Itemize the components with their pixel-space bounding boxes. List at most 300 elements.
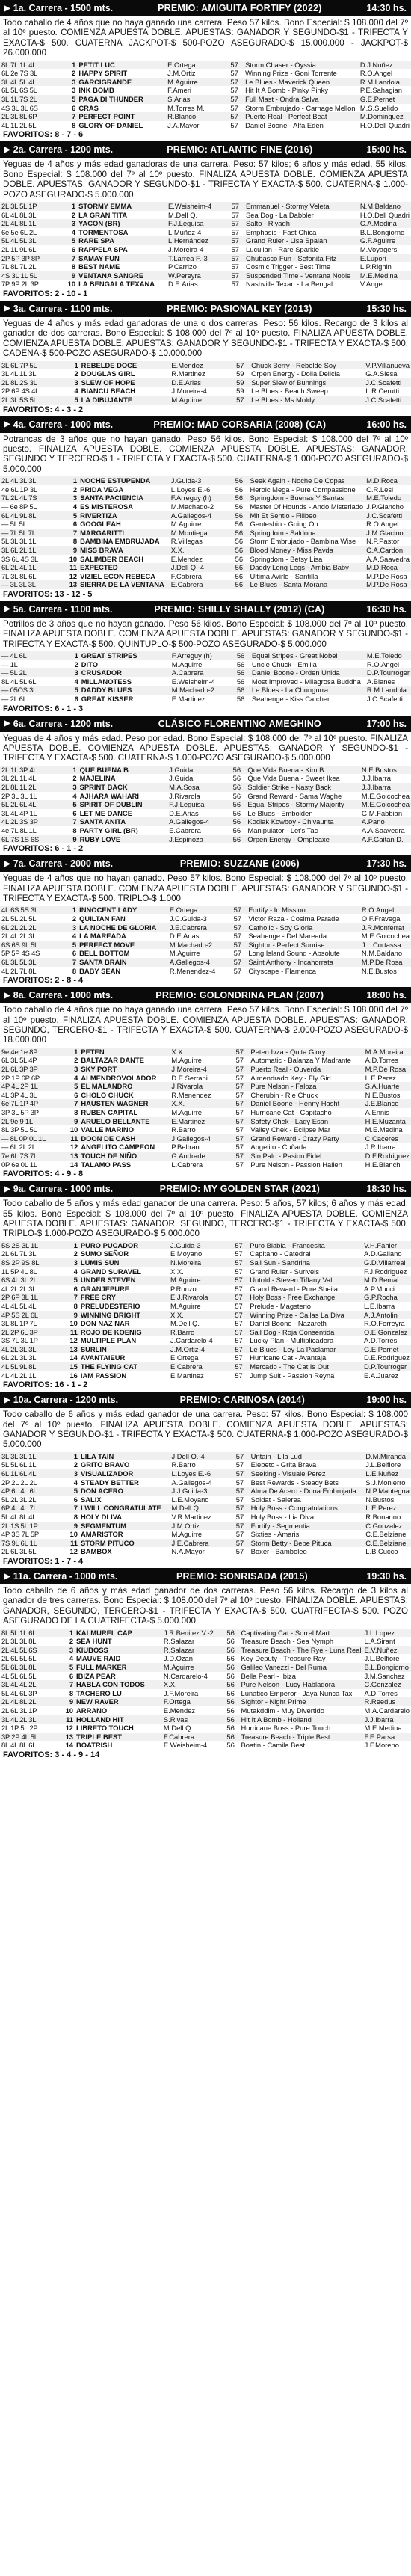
table-row (0, 1663, 411, 1672)
entry-wt: 57 (230, 103, 238, 112)
race-number: 11a. Carrera - 1000 mts. (13, 1571, 118, 1581)
entry-sire: Hit It A Bomb - Pinky Pinky (245, 86, 329, 95)
entry-form: 6L 3L 5L 3L (0, 958, 65, 967)
entry-jock: J.F.Moreira (163, 1688, 199, 1697)
entry-sire: Hurricane Cat - Avantaja (250, 1353, 327, 1362)
entry-wt: 57 (235, 1090, 244, 1099)
entries-table (0, 1629, 411, 1750)
entry-no: 6 (74, 1090, 78, 1099)
entry-no: 4 (69, 1654, 74, 1663)
race-time: 17:00 hs. (366, 718, 407, 729)
table-row (0, 502, 411, 511)
race-section (0, 1392, 411, 1568)
entry-no: 2 (72, 774, 77, 783)
race-prize: PREMIO: SHILLY SHALLY (2012) (CA) (154, 603, 325, 615)
entry-jock: W.Pereyra (167, 271, 226, 280)
entry-jock: J.Guida (167, 766, 227, 775)
entry-trainer: M.Dominguez (359, 112, 411, 121)
entry-no: 4 (74, 677, 78, 686)
entry-no: 2 (72, 69, 76, 78)
entry-trainer: A.Pano (360, 817, 411, 826)
entry-no: 13 (66, 1345, 79, 1354)
entry-horse: EL MALANDRO (79, 1082, 170, 1091)
table-row (0, 1345, 411, 1354)
entry-horse: RARE SPA (77, 236, 167, 245)
entry-trainer: C.A.Medina (359, 219, 411, 228)
entry-jock: E.Mendez (170, 361, 230, 370)
entry-wt: 56 (235, 520, 244, 529)
entry-no: 8 (72, 120, 76, 129)
entry-trainer: R.O.Angel (359, 69, 393, 78)
entry-form: 5P 5P 4S 4S (1, 949, 40, 958)
entry-sire: Elebeto - Grita Brava (250, 1460, 317, 1469)
table-row (0, 520, 411, 529)
entry-wt: 56 (227, 817, 246, 826)
race-number: 4a. Carrera - 1000 mts. (13, 419, 114, 430)
entry-sire: Peten Ivza - Quita Glory (249, 1048, 363, 1057)
entry-form: 5L 4L 5L 3L (0, 236, 64, 245)
entry-horse: ROJO DE KOENIG (79, 1328, 169, 1337)
entry-no: 3 (67, 378, 80, 387)
table-row (0, 1267, 411, 1276)
entry-horse: PAGA DI THUNDER (77, 95, 166, 104)
entry-form: 2L 6L 3L 5L (1, 1547, 37, 1556)
race-section (0, 0, 411, 141)
entry-trainer: F.E.Parsa (363, 1733, 411, 1742)
entry-trainer: M.D.Roca (365, 476, 411, 485)
race-section (0, 1568, 411, 1762)
entry-horse: SANTA ANITA (78, 817, 167, 826)
entry-no: 2 (69, 1637, 74, 1646)
entry-jock: F.Cabrera (170, 571, 202, 580)
entry-wt: 57 (235, 1073, 244, 1082)
entry-jock: J.Guida-3 (170, 476, 230, 485)
entry-jock: E.Weisheim-4 (163, 1741, 208, 1750)
entry-horse: THE FLYING CAT (79, 1362, 169, 1371)
table-row (0, 1336, 411, 1345)
table-row (0, 800, 411, 809)
entry-form: 4L 6S 5S 3L (0, 906, 65, 914)
entry-jock: M.Aguirre (171, 1107, 203, 1116)
entry-form: — 1L (1, 660, 18, 668)
entry-trainer: R.M.Landola (359, 78, 411, 87)
entry-form: 2L 4L 2L 3L (1, 932, 37, 941)
entry-form: 3L 4L 4P 1L (1, 808, 37, 817)
entry-horse: MISS BRAVA (78, 546, 170, 555)
entry-trainer: L.B.Cucco (365, 1547, 398, 1556)
race-prize: PREMIO: ATLANTIC FINE (2016) (167, 144, 313, 156)
entry-sire: Nashville Texan - La Bengal (246, 280, 333, 289)
race-header (0, 1568, 411, 1584)
entry-form: 6L 5L 6S 5L (1, 86, 37, 95)
race-time: 18:00 hs. (366, 990, 407, 1001)
entry-horse: PERFECT MOVE (78, 941, 168, 950)
table-row (0, 941, 411, 950)
entry-horse: CRAS (78, 103, 99, 112)
entry-jock: J.R.Benitez V.-2 (162, 1629, 222, 1638)
entry-wt: 56 (236, 660, 245, 668)
table-row (0, 817, 411, 826)
entry-wt: 57 (231, 245, 239, 253)
entry-no: 12 (69, 1336, 78, 1345)
entry-trainer: O.F.Fravega (361, 914, 401, 923)
entry-form: 2L 3L 5S 5L (0, 396, 67, 405)
entry-sire: Safety Chek - Lady Esan (249, 1117, 363, 1126)
entry-trainer: L.E.Perez (364, 1504, 411, 1513)
entry-jock: J.D.Ozan (163, 1654, 193, 1663)
entries-table (0, 1241, 411, 1380)
table-row (0, 1478, 411, 1487)
table-row (0, 923, 411, 932)
table-row (0, 1689, 411, 1698)
entry-sire: Emphasis - Fast Chica (246, 227, 317, 236)
entry-no: 7 (64, 254, 78, 263)
entry-sire: Manipulator - Let's Tac (247, 826, 318, 835)
entry-horse: RIVERTIZA (78, 511, 170, 520)
entry-no: 11 (62, 1715, 75, 1724)
entry-horse: SALIMBER BEACH (80, 554, 144, 563)
table-row (0, 958, 411, 967)
triangle-icon: ▶ (4, 1572, 10, 1581)
entry-jock: V.R.Martinez (171, 1513, 211, 1522)
table-row (0, 1637, 411, 1646)
entry-horse: ES MISTEROSA (80, 502, 133, 511)
table-row (0, 1469, 411, 1478)
entry-horse: SLEW OF HOPE (80, 378, 170, 387)
entry-jock: L.Hernández (167, 236, 226, 245)
entry-form: 4e 7L 8L 1L (1, 826, 37, 835)
entry-jock: M.Dell Q. (163, 1724, 193, 1733)
entry-wt: 56 (227, 766, 246, 775)
entry-wt: 56 (235, 571, 244, 580)
table-row (0, 1161, 411, 1169)
entry-form: 6S 6S 9L 5L (0, 941, 65, 950)
table-row (0, 112, 411, 121)
triangle-icon: ▶ (4, 4, 10, 13)
table-row (0, 219, 411, 228)
table-row (0, 695, 411, 704)
entry-jock: F.J.Leguisa (167, 800, 227, 809)
triangle-icon: ▶ (4, 859, 10, 868)
entry-no: 1 (65, 906, 78, 914)
entry-trainer: D.P.Tourroger (366, 668, 410, 677)
entry-wt: 57 (235, 1319, 243, 1328)
entry-horse: LA GRAN TITA (78, 210, 128, 219)
entry-trainer: E.Lupori (359, 254, 411, 263)
entry-trainer: J.L.Cortassa (360, 941, 411, 950)
entry-horse: GREAT STRIPES (80, 651, 170, 660)
entry-sire: Pure Nelson - Passion Hallen (250, 1160, 342, 1169)
entry-trainer: C.Gonzalez (364, 1522, 411, 1531)
entry-sire: Le Blues - La Chungurra (250, 686, 365, 695)
race-prize: PREMIO: PASIONAL KEY (2013) (167, 303, 312, 314)
entry-form: 2L 6L 3P 3P (0, 1065, 67, 1074)
entries-table (0, 361, 411, 405)
entry-jock: D.E.Arias (169, 932, 200, 941)
entry-trainer: G.A.Siesa (365, 369, 398, 378)
entry-no: 2 (74, 369, 78, 378)
race-prize: PREMIO: MY GOLDEN STAR (2021) (159, 1184, 320, 1195)
entry-no: 6 (73, 1284, 78, 1293)
entry-trainer: C.A.Cardon (365, 546, 411, 555)
entry-sire: Sea Dog - La Dabbler (246, 210, 314, 219)
entry-form: 2P 5P 3P 8P (0, 254, 64, 263)
entry-form: 8L 3P 5L 5L (1, 1125, 37, 1134)
table-row (0, 1117, 411, 1126)
table-row (0, 651, 411, 660)
entry-form: — 05OS 3L (0, 686, 67, 695)
entry-jock: E.Ortega (168, 906, 229, 914)
entry-jock: G.Andrade (170, 1152, 230, 1161)
entry-horse: VENTANA SANGRE (77, 271, 167, 280)
entry-jock: R.Barro (171, 1460, 196, 1469)
entry-jock: J.M.Ortiz-4 (169, 1345, 229, 1354)
race-conditions: Todo caballo de 6 años y más edad ganador de dos carreras. Peso 56 kilos. Recargo de 3 kilos al ganador de tres carreras. Bono Especial: $ 108.000 del 7º al 10º puesto. FINALIZA DOBLE. APUESTAS: GANADOR, SEGUNDO, TERCERO-$1 - TRIFECTA Y EXACTA-$ 500. CUATRIFECTA-$ 500. POZO ASEGURADO DE LA CUATRIFECTA-$ 5.000.000 (3, 1586, 408, 1626)
race-conditions: Todo caballo de 4 años que no haya ganado una carrera. Peso 57 kilos. Bono Especial: $ 108.000 del 7º al 10º puesto. COMIENZA APUESTA DOBLE. APUESTAS: GANADOR Y SEGUNDO-$1 - TRIFECTA Y EXACTA-$ 500. CUATERNA JACKPOT-$ 500-POZO ASEGURADO-$ 15.000.000 - JACKPOT-$ 26.000.000 (3, 18, 408, 58)
table-row (0, 1152, 411, 1161)
entry-sire: Kodiak Kowboy - Chivaurita (246, 817, 359, 826)
entry-form: — 6L 2L 2L (1, 1143, 36, 1152)
entry-form: 5L 2L 6L 4L (0, 800, 65, 809)
entry-horse: BAMBOX (80, 1547, 112, 1556)
entry-form: 2L 6L 5L 5L (1, 1654, 37, 1663)
entry-jock: M.Montiega (170, 529, 230, 538)
entry-sire: Springdom - Betsy Lisa (250, 554, 323, 563)
entry-jock: D.E.Serrani (171, 1073, 208, 1082)
favorites: FAVORITOS: 6 - 1 - 3 (3, 704, 84, 713)
table-row (0, 949, 411, 958)
table-row (0, 1099, 411, 1108)
entry-wt: 57 (230, 1048, 249, 1057)
entry-wt: 57 (235, 1353, 243, 1362)
entry-sire: Sixties - Amaris (250, 1530, 300, 1539)
entry-trainer: R.M.Landola (365, 686, 411, 695)
entry-wt: 57 (229, 1293, 248, 1302)
table-row (0, 1082, 411, 1091)
entry-trainer: R.O.Angel (360, 906, 411, 914)
entry-wt: 56 (229, 494, 248, 502)
entry-jock: J.Moreira-4 (171, 387, 207, 396)
entry-trainer: J.E.Blanco (364, 1099, 411, 1108)
entry-no: 6 (74, 695, 78, 704)
entry-no: 12 (69, 1143, 78, 1152)
race-section (0, 141, 411, 301)
entry-trainer: G.M.Fabbian (361, 808, 403, 817)
entry-sire: Le Blues - Embolden (247, 808, 313, 817)
entry-jock: L.Loyes E.-6 (170, 485, 211, 494)
entry-horse: PRIDA VEGA (80, 485, 124, 494)
entry-jock: M.Machado-2 (170, 686, 232, 695)
entry-sire: Fortify - In Mission (247, 906, 360, 914)
table-row (0, 835, 411, 844)
entries-table (0, 906, 411, 975)
entry-jock: M.Aguirre (169, 949, 200, 958)
entry-jock: M.Dell Q. (170, 1504, 230, 1513)
entry-wt: 56 (229, 511, 248, 520)
entry-wt: 57 (230, 1082, 249, 1091)
entry-trainer: L.A.Sirant (364, 1637, 395, 1646)
entry-wt: 56 (226, 1637, 235, 1646)
entry-sire: Suspended Time - Ventana Noble (244, 271, 359, 280)
entry-no: 1 (65, 476, 78, 485)
entry-form: 4L 4L 5L 4L (1, 1301, 37, 1310)
table-row (0, 485, 411, 494)
entry-no: 5 (65, 511, 78, 520)
entry-sire: Treasure Beach - Sea Nymph (241, 1637, 334, 1646)
entry-no: 7 (65, 958, 78, 967)
entry-trainer: D.M.Miranda (364, 1452, 411, 1461)
entry-horse: STEADY BETTER (80, 1478, 139, 1487)
entry-wt: 56 (235, 554, 244, 563)
entry-trainer: C.Caceres (364, 1134, 411, 1143)
entry-horse: PERFECT POINT (77, 112, 166, 121)
entry-trainer: H.E.Bianchi (365, 1160, 402, 1169)
entry-no: 6 (72, 520, 78, 529)
entry-no: 10 (69, 1125, 78, 1134)
entry-no: 14 (69, 1160, 78, 1169)
entry-trainer: S.J.Monierro (365, 1478, 406, 1487)
entry-no: 3 (65, 494, 78, 502)
table-row (0, 95, 411, 104)
entry-jock: E.Moyano (170, 1249, 203, 1258)
entry-form: 4S 3L 3L 6S (1, 103, 38, 112)
entry-sire: Holy Boss - Lia Diva (250, 1513, 315, 1522)
entry-jock: M.Aguirre (170, 396, 230, 405)
race-section (0, 416, 411, 601)
table-row (0, 262, 411, 271)
race-prize: PREMIO: MAD CORSARIA (2008) (CA) (153, 419, 327, 430)
entry-wt: 57 (233, 966, 242, 975)
entry-wt: 56 (226, 1741, 235, 1750)
table-row (0, 537, 411, 546)
entry-horse: SIERRA DE LA VENTANA (78, 580, 170, 589)
entry-horse: FULL MARKER (75, 1663, 162, 1672)
entry-trainer: D.F.Rodriguez (365, 1151, 410, 1160)
entry-jock: J.Rivarola (169, 791, 200, 800)
race-conditions: Todo caballo de 6 años y más edad ganador de una carrera. Peso: 57 kilos. Bono Especial: $ 108.000 del 7º al 10º puesto. FINALIZA APUESTA DOBLE. COMIENZA APUESTA DOBLE. APUESTAS: GANADOR Y SEGUNDO-$1 - TRIFECTA Y EXACTA-$ 500. CUATERNA-$ 1.000-POZO ASEGURADO-$ 5.000.000 (3, 1410, 408, 1450)
entry-jock: M.Machado-2 (168, 941, 229, 950)
entry-jock: E.Weisheim-4 (167, 202, 226, 211)
entry-jock: R.Salazar (162, 1646, 222, 1655)
triangle-icon: ▶ (4, 605, 10, 614)
entry-no: 3 (64, 78, 77, 87)
entry-trainer: V.P.Villanueva (365, 360, 410, 369)
race-prize: PREMIO: SONRISADA (2015) (176, 1571, 308, 1581)
entry-sire: Jump Suit - Passion Reyna (250, 1371, 335, 1380)
table-row (0, 271, 411, 280)
entry-sire: Galileo Vanezzi - Del Ruma (239, 1663, 362, 1672)
entry-wt: 57 (230, 69, 238, 78)
entries-table (0, 61, 411, 130)
entry-jock: J.Moreira-4 (168, 245, 204, 253)
entry-no: 9 (65, 835, 78, 844)
entry-trainer: C.E.Belziane (364, 1539, 411, 1548)
entry-wt: 57 (230, 120, 238, 129)
table-row (0, 1362, 411, 1371)
entry-no: 3 (65, 783, 78, 792)
entry-sire: Sightor - Perfect Sunrise (247, 941, 360, 950)
entry-horse: BOATRISH (76, 1741, 113, 1750)
entry-jock: R.Martinez (171, 369, 206, 378)
entry-horse: TALAMO PASS (81, 1160, 132, 1169)
entry-jock: A.Gallegos-4 (167, 817, 227, 826)
triangle-icon: ▶ (4, 1395, 10, 1404)
entry-horse: DOUGLAS GIRL (81, 369, 135, 378)
entry-wt: 56 (227, 800, 246, 809)
entry-form: 2L 8L 2S 3L (0, 378, 67, 387)
table-row (0, 1733, 411, 1742)
entry-jock: F.Ameri (167, 86, 191, 95)
entry-wt: 57 (235, 1530, 244, 1539)
entry-trainer: N.P.Pastor (366, 537, 400, 546)
table-row (0, 1539, 411, 1548)
entry-form: 2L 1P 5L 2P (1, 1724, 38, 1733)
entry-no: 5 (67, 396, 80, 405)
entry-no: 4 (73, 1267, 78, 1276)
entry-trainer: V.Ange (359, 280, 383, 289)
entry-form: 2L 8L 1L 2L (0, 783, 65, 792)
entry-sire: Le Blues - Santa Morana (248, 580, 365, 589)
entry-horse: AVANTAIEUR (80, 1353, 126, 1362)
entry-wt: 56 (231, 651, 250, 660)
entry-trainer: H.O.Dell Quadri (359, 120, 410, 129)
entry-trainer: A.A.Saavedra (366, 554, 410, 563)
entry-no: 10 (69, 1319, 78, 1328)
entry-sire: Long Island Sound - Absolute (248, 949, 340, 958)
table-row (0, 1452, 411, 1461)
entry-wt: 56 (235, 485, 244, 494)
table-row (0, 668, 411, 677)
table-row (0, 1504, 411, 1513)
entry-trainer: P.E.Sahagian (359, 86, 402, 95)
entry-no: 10 (69, 554, 78, 563)
entry-no: 10 (65, 1706, 74, 1715)
entry-horse: MULTIPLE PLAN (80, 1336, 137, 1345)
entry-horse: BELL BOTTOM (79, 949, 130, 958)
entry-sire: Best Rewards - Steady Bets (250, 1478, 339, 1487)
entry-jock: J.Cardarelo-4 (170, 1336, 213, 1345)
race-number: 9a. Carrera - 1000 mts. (13, 1184, 114, 1195)
race-header (0, 301, 411, 317)
entry-trainer: A.A.Saavedra (361, 826, 405, 835)
entry-trainer: J.J.Ibarra (363, 1715, 411, 1724)
entry-sire: Genteshin - Going On (250, 520, 318, 529)
entry-sire: Mutakddim - Muy Divertido (241, 1706, 324, 1715)
entry-sire: Blood Money - Miss Pavda (248, 546, 365, 555)
entry-horse: TORMENTOSA (78, 227, 129, 236)
entry-jock: M.A.Sosa (167, 783, 227, 792)
table-row (0, 1302, 411, 1311)
table-row (0, 511, 411, 520)
entry-form: 2L 5L 2L 5L (1, 914, 37, 923)
table-row (0, 121, 411, 130)
entry-no: 9 (65, 546, 78, 555)
entry-horse: CRUSADOR (80, 668, 170, 677)
entry-jock: M.Aguirre (166, 78, 225, 87)
entry-sire: Le Blues - Ms Moldy (250, 396, 364, 405)
entry-trainer: G.P.Rocha (362, 1293, 411, 1302)
entry-trainer: M.E.Toledo (365, 651, 411, 660)
entry-sire: Valley Chek - Eclipse Mar (250, 1125, 331, 1134)
entry-trainer: R.O.Ferreyra (364, 1319, 405, 1328)
entry-form: 6L 4L 9L 8L (0, 511, 65, 520)
entry-sire: Mit Et Sentio - Filibeo (248, 511, 365, 520)
entry-trainer: L.R.Cerutti (365, 387, 400, 396)
entry-form: 2P 6P 4S 4L (1, 387, 40, 396)
table-row (0, 967, 411, 976)
entry-wt: 57 (233, 914, 242, 923)
entry-sire: Capitano - Catedral (250, 1249, 311, 1258)
